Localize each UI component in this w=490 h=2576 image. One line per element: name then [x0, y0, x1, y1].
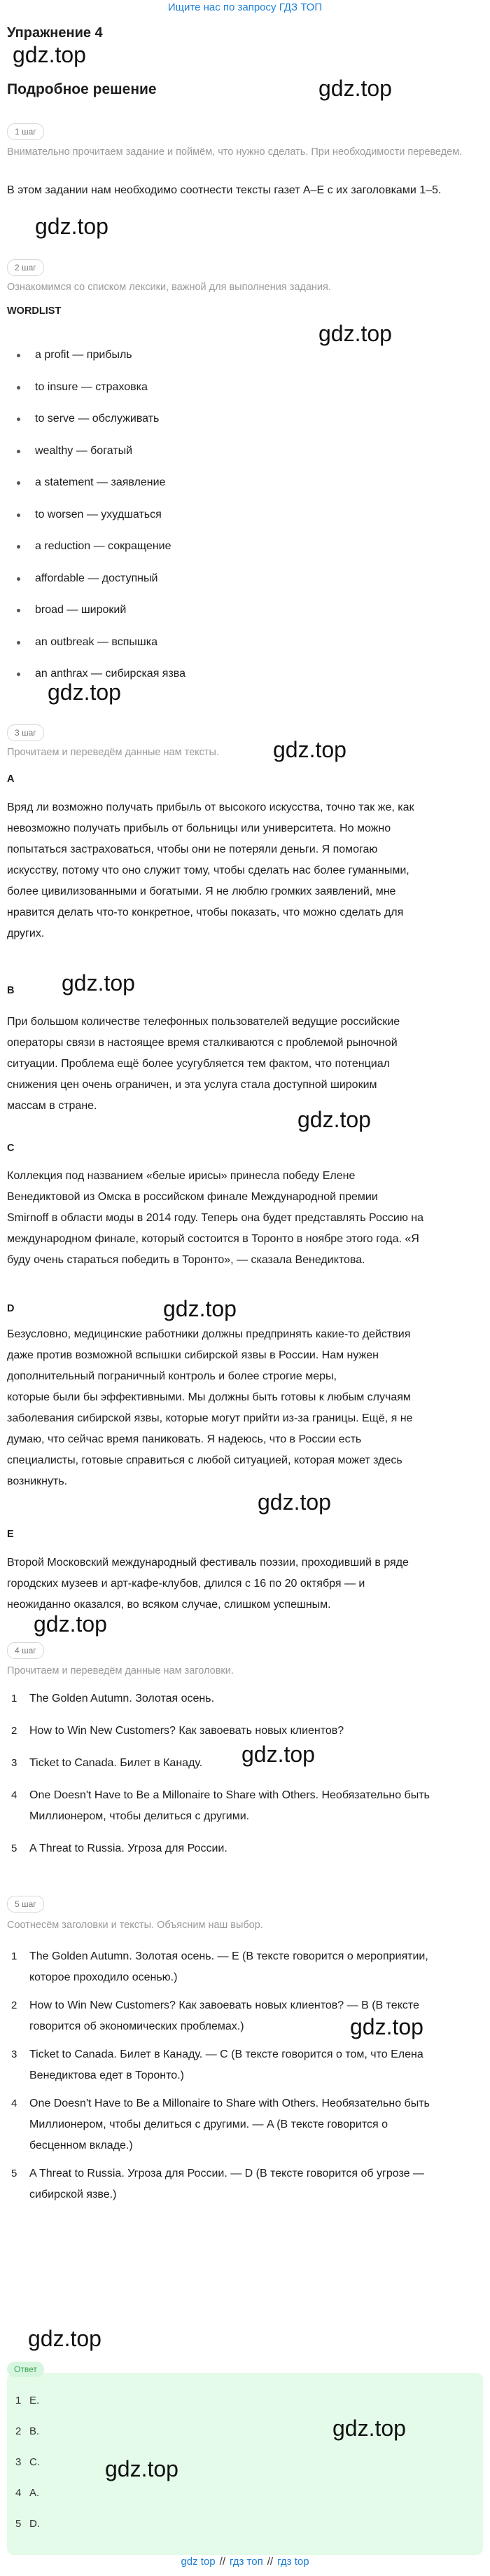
text-letter: C — [7, 1143, 15, 1154]
text-line: снижения цен очень ограничен, и эта услуга стала доступной широким — [7, 1079, 377, 1091]
watermark: gdz.top — [13, 42, 86, 67]
text-line: Второй Московский международный фестиваль поэзии, проходивший в ряде — [7, 1557, 409, 1569]
step-hint: Внимательно прочитаем задание и поймём, что нужно сделать. При необходимости переведем. — [7, 146, 463, 158]
text-line: Smirnoff в области моды в 2014 году. Теперь она будет представлять Россию на — [7, 1212, 424, 1224]
text-line: даже против возможной вспышки сибирской язвы в России. Нам нужен — [7, 1349, 379, 1361]
answer-list — [15, 2385, 40, 2540]
watermark: gdz.top — [241, 1742, 315, 1767]
text-letter: D — [7, 1303, 15, 1314]
footer: gdz top // гдз топ // гдз top — [181, 2556, 309, 2568]
text-line: невозможно получать прибыль от больницы или университета. Но можно — [7, 822, 391, 834]
answer-badge: Ответ — [7, 2362, 44, 2377]
text-line: массам в стране. — [7, 1100, 97, 1112]
text-line: других. — [7, 928, 45, 939]
list-item: to worsen — ухудшаться — [7, 499, 186, 531]
text-paragraph — [7, 1166, 483, 1271]
watermark: gdz.top — [62, 970, 135, 996]
step-badge: 2 шаг — [7, 259, 44, 276]
list-item: a reduction — сокращение — [7, 530, 186, 563]
list-item: 1 E. — [15, 2395, 40, 2406]
text-paragraph — [7, 1324, 483, 1492]
list-item: 4 One Doesn't Have to Be a Millonaire to Share with Others. Необязательно быть Миллионером, чтобы делиться с другими. — A (В тексте говорится о бесценном вкладе.) — [11, 2098, 430, 2151]
watermark: gdz.top — [48, 680, 121, 705]
exercise-title: Упражнение 4 — [7, 25, 103, 41]
list-item: wealthy — богатый — [7, 435, 186, 467]
text-paragraph — [7, 1552, 483, 1616]
answer-box — [7, 2373, 483, 2555]
watermark: gdz.top — [318, 76, 392, 101]
list-item: 1 The Golden Autumn. Золотая осень. — [11, 1693, 215, 1704]
list-item: 1 The Golden Autumn. Золотая осень. — E (В тексте говорится о мероприятии, которое проходило осенью.) — [11, 1950, 428, 1983]
watermark: gdz.top — [28, 2326, 102, 2351]
list-item: broad — широкий — [7, 594, 186, 626]
step-hint: Ознакомимся со списком лексики, важной для выполнения задания. — [7, 282, 331, 293]
footer-link[interactable]: gdz top — [181, 2556, 216, 2568]
list-item: an anthrax — сибирская язва — [7, 658, 186, 690]
solution-title: Подробное решение — [7, 81, 157, 97]
list-item: 2 How to Win New Customers? Как завоевать новых клиентов? — B (В тексте говорится об экономических проблемах.) — [11, 1999, 419, 2032]
headlines-list — [7, 1688, 430, 1859]
list-item: 5 A Threat to Russia. Угроза для России. — [11, 1843, 227, 1854]
list-item: an outbreak — вспышка — [7, 626, 186, 659]
text-line: городских музеев и арт-кафе-клубов, длился с 16 по 20 октября — и — [7, 1578, 365, 1590]
footer-link[interactable]: гдз top — [277, 2556, 309, 2568]
list-item: affordable — доступный — [7, 563, 186, 595]
watermark: gdz.top — [258, 1489, 331, 1515]
list-item: 3 Ticket to Canada. Билет в Канаду. — [11, 1757, 203, 1769]
step-hint: Соотнесём заголовки и тексты. Объясним наш выбор. — [7, 1920, 263, 1931]
watermark: gdz.top — [34, 1611, 107, 1637]
text-line: попытаться застраховаться, чтобы они не потеряли деньги. Я помогаю — [7, 843, 378, 855]
text-line: операторы связи в настоящее время сталкиваются с проблемой рыночной — [7, 1037, 398, 1049]
watermark: gdz.top — [298, 1107, 371, 1132]
list-item: a profit — прибыль — [7, 339, 186, 371]
watermark: gdz.top — [163, 1296, 237, 1321]
text-line: дополнительный пограничный контроль и более строгие меры, — [7, 1370, 337, 1382]
text-line: ситуации. Проблема ещё более усугубляется тем фактом, что потенциал — [7, 1058, 390, 1070]
list-item: 5 D. — [15, 2518, 40, 2530]
text-line: искусству, потому что оно служит тому, чтобы сделать нас более гуманными, — [7, 865, 410, 876]
watermark: gdz.top — [318, 321, 392, 346]
text-paragraph — [7, 797, 483, 944]
text-line: международном финале, который состоится в Торонто в ноябре этого года. «Я — [7, 1233, 419, 1245]
list-item: a statement — заявление — [7, 467, 186, 499]
text-line: Безусловно, медицинские работники должны предпринять какие-то действия — [7, 1328, 411, 1340]
text-line: При большом количестве телефонных пользователей ведущие российские — [7, 1016, 400, 1028]
footer-link[interactable]: гдз топ — [230, 2556, 263, 2568]
text-letter: E — [7, 1529, 14, 1540]
step-hint: Прочитаем и переведём данные нам тексты. — [7, 747, 219, 758]
list-item: to serve — обслуживать — [7, 403, 186, 435]
text-line: возникнуть. — [7, 1475, 68, 1487]
step-hint: Прочитаем и переведём данные нам заголовки. — [7, 1665, 234, 1676]
watermark: gdz.top — [273, 737, 346, 762]
text-line: неожиданно оказался, во всяком случае, слишком успешным. — [7, 1599, 331, 1611]
watermark: gdz.top — [350, 2014, 424, 2039]
watermark: gdz.top — [332, 2416, 406, 2441]
watermark: gdz.top — [35, 214, 108, 239]
text-line: Коллекция под названием «белые ирисы» принесла победу Елене — [7, 1170, 356, 1182]
text-line: Вряд ли возможно получать прибыль от высокого искусства, точно так же, как — [7, 801, 414, 813]
text-letter: A — [7, 773, 15, 785]
list-item: 2 B. — [15, 2425, 40, 2437]
watermark: gdz.top — [105, 2456, 178, 2481]
text-line: думаю, что сейчас время паниковать. Я надеюсь, что в России есть — [7, 1433, 362, 1445]
text-line: заболевания сибирской язвы, которые могут прийти из-за границы. Ещё, я не — [7, 1412, 413, 1424]
text-letter: B — [7, 985, 15, 996]
list-item: to insure — страховка — [7, 371, 186, 404]
list-item: 4 A. — [15, 2487, 40, 2499]
text-paragraph — [7, 1012, 483, 1117]
search-link[interactable]: Ищите нас по запросу ГДЗ ТОП — [167, 1, 323, 13]
list-item: 3 C. — [15, 2456, 40, 2468]
step-badge: 3 шаг — [7, 724, 44, 741]
step-badge: 4 шаг — [7, 1642, 44, 1659]
text-line: буду очень стараться победить в Торонто», — сказала Венедиктова. — [7, 1254, 365, 1266]
text-line: Венедиктовой из Омска в российском финале Международной премии — [7, 1191, 378, 1203]
list-item: 5 A Threat to Russia. Угроза для России. — D (В тексте говорится об угрозе — сибирской язве.) — [11, 2168, 424, 2200]
list-item: 3 Ticket to Canada. Билет в Канаду. — C (В тексте говорится о том, что Елена Венедиктова едет в Торонто.) — [11, 2048, 424, 2081]
text-line: нравится делать что-то конкретное, чтобы показать, что можно сделать для — [7, 907, 404, 918]
step-badge: 1 шаг — [7, 123, 44, 140]
matches-list — [7, 1946, 430, 2205]
step-badge: 5 шаг — [7, 1896, 44, 1913]
list-item: 2 How to Win New Customers? Как завоевать новых клиентов? — [11, 1725, 344, 1737]
text-line: которые были бы эффективными. Мы должны быть готовы к любым случаям — [7, 1391, 411, 1403]
text-line: специалисты, готовые справиться с любой ситуацией, которая может здесь — [7, 1454, 402, 1466]
list-item: 4 One Doesn't Have to Be a Millonaire to Share with Others. Необязательно быть Миллионером, чтобы делиться с другими. — [11, 1789, 430, 1822]
step-text: В этом задании нам необходимо соотнести тексты газет A–E с их заголовками 1–5. — [7, 184, 442, 196]
wordlist-title: WORDLIST — [7, 305, 62, 317]
text-line: более цивилизованными и богатыми. Я не люблю громких заявлений, мне — [7, 886, 396, 897]
wordlist — [7, 339, 186, 690]
